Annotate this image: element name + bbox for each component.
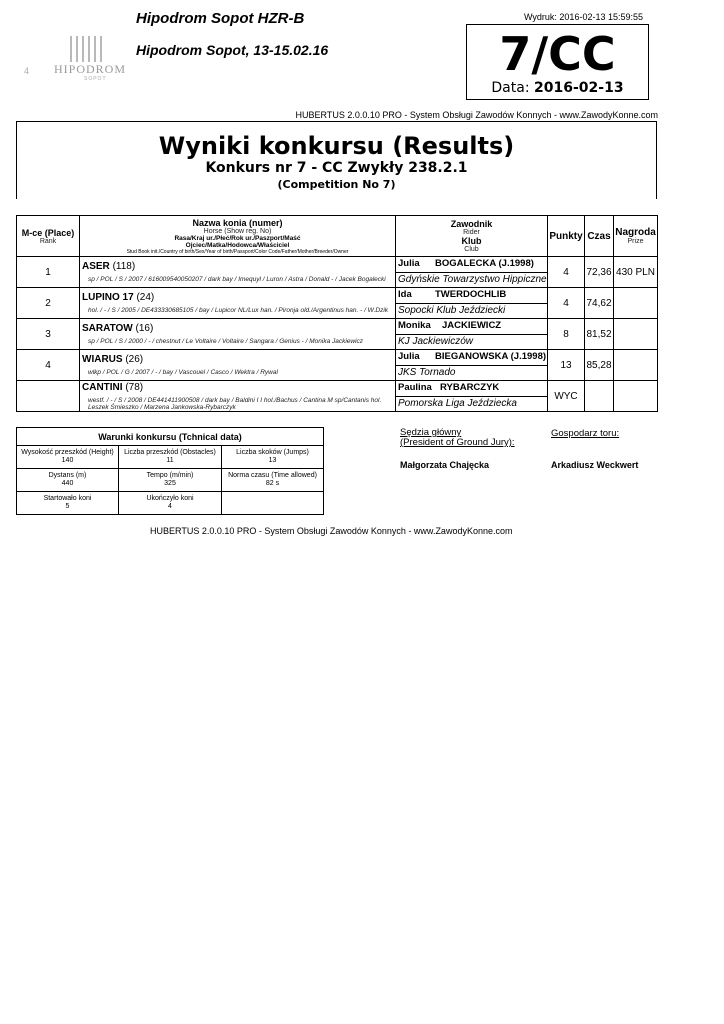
prize-cell [614, 381, 658, 412]
horse-cell [80, 257, 396, 288]
results-title: Wyniki konkursu (Results) [158, 132, 515, 160]
rider-first-name: Ida [398, 289, 412, 300]
time-cell: 72,36 [585, 257, 614, 288]
finished-cell: Ukończyło koni 4 [119, 492, 222, 515]
course-designer-name: Arkadiusz Weckwert [551, 460, 639, 470]
col-rider-club: Zawodnik Rider Klub Club [396, 216, 548, 257]
horse-number: (24) [136, 292, 155, 303]
col-horse: Nazwa konia (numer) Horse (Show reg. No) Rasa/Kraj ur./Płeć/Rok ur./Paszport/Maść Ojciec/Matka/Hodowca/Właściciel Stud Book init./Country of birth/Sex/Year of birth/Passport/Color Code/Father/Mother/Breeder/Owner [80, 216, 396, 257]
rider-club-cell [396, 381, 548, 412]
date-value: 2016-02-13 [534, 80, 624, 96]
horse-details: hol. / - / S / 2005 / DE433330685105 / bay / Lupicor NL/Lux han. / Pironja old./Argentinus han. - / W.Dzik [88, 307, 389, 314]
prize-cell [614, 288, 658, 319]
rider-club-cell [396, 319, 548, 350]
rider-last-name: TWERDOCHLIB [435, 289, 507, 300]
event-title: Hipodrom Sopot HZR-B [136, 10, 305, 27]
place-cell: 4 [17, 350, 80, 381]
logo-columns-icon [70, 36, 102, 62]
jury-president-name: Małgorzata Chajęcka [400, 460, 490, 470]
col-place: M-ce (Place) Rank [17, 216, 80, 257]
started-cell: Startowało koni 5 [17, 492, 119, 515]
horse-details: sp / POL / S / 2000 / - / chestnut / Le Voltaire / Voltaire / Sangara / Genius - / Monika Jackiewicz [88, 338, 364, 345]
logo-mark: 4 [24, 66, 30, 76]
horse-details: wlkp / POL / G / 2007 / - / bay / Vascouel / Casco / Wektra / Rywal [88, 369, 278, 376]
points-cell: WYC [548, 381, 585, 412]
rider-club-cell [396, 257, 548, 288]
time-cell: 85,28 [585, 350, 614, 381]
rider-last-name: BOGALECKA (J.1998) [435, 258, 534, 269]
competition-number: (Competition No 7) [277, 178, 396, 191]
tempo-cell: Tempo (m/min) 325 [119, 469, 222, 492]
points-cell: 4 [548, 257, 585, 288]
table-row [17, 319, 658, 350]
print-timestamp: Wydruk: 2016-02-13 15:59:55 [524, 12, 643, 22]
prize-cell: 430 PLN [614, 257, 658, 288]
horse-cell [80, 381, 396, 412]
logo-sub: SOPOT [84, 76, 107, 82]
club-name: Sopocki Klub Jeździecki [398, 305, 506, 316]
horse-name: WIARUS [82, 354, 123, 365]
distance-cell: Dystans (m) 440 [17, 469, 119, 492]
club-name: Gdyńskie Towarzystwo Hippiczne [398, 274, 547, 285]
horse-cell [80, 350, 396, 381]
club-name: JKS Tornado [398, 367, 456, 378]
place-cell: 2 [17, 288, 80, 319]
horse-name: LUPINO 17 [82, 292, 134, 303]
jumps-cell: Liczba skoków (Jumps) 13 [222, 446, 324, 469]
points-cell: 13 [548, 350, 585, 381]
time-allowed-cell: Norma czasu (Time allowed) 82 s [222, 469, 324, 492]
date-label: Data: [491, 80, 530, 96]
rider-last-name: JACKIEWICZ [442, 320, 502, 331]
horse-name: SARATOW [82, 323, 133, 334]
place-cell: 1 [17, 257, 80, 288]
place-cell: 3 [17, 319, 80, 350]
table-row [17, 288, 658, 319]
competition-code: 7/CC [499, 27, 616, 81]
place-cell [17, 381, 80, 412]
height-cell: Wysokość przeszkód (Height) 140 [17, 446, 119, 469]
club-name: Pomorska Liga Jeździecka [398, 398, 517, 409]
results-title-box [16, 121, 657, 199]
logo-word: HIPODROM [54, 62, 127, 76]
horse-cell [80, 319, 396, 350]
event-place-dates: Hipodrom Sopot, 13-15.02.16 [136, 42, 329, 58]
time-cell: 74,62 [585, 288, 614, 319]
horse-number: (118) [112, 261, 136, 272]
horse-number: (16) [135, 323, 154, 334]
results-header-row [17, 216, 658, 257]
system-line-top: HUBERTUS 2.0.0.10 PRO - System Obsługi Zawodów Konnych - www.ZawodyKonne.com [295, 110, 658, 120]
results-table [16, 215, 658, 412]
col-points: Punkty [548, 216, 585, 257]
points-cell: 4 [548, 288, 585, 319]
empty-cell [222, 492, 324, 515]
time-cell: 81,52 [585, 319, 614, 350]
horse-cell [80, 288, 396, 319]
technical-data-title: Warunki konkursu (Tchnical data) [17, 428, 324, 446]
competition-code-box [466, 24, 649, 100]
rider-club-cell [396, 288, 548, 319]
prize-cell [614, 319, 658, 350]
table-row [17, 381, 658, 412]
rider-first-name: Paulina [398, 382, 432, 393]
prize-cell [614, 350, 658, 381]
table-row [17, 257, 658, 288]
rider-first-name: Monika [398, 320, 431, 331]
horse-name: CANTINI [82, 381, 123, 393]
horse-details: sp / POL / S / 2007 / 616009540050207 / dark bay / Imequyl / Luron / Astra / Donald - / Jacek Bogalecki [88, 276, 386, 283]
points-cell: 8 [548, 319, 585, 350]
horse-number: (26) [125, 354, 144, 365]
club-name: KJ Jackiewiczów [398, 336, 474, 347]
col-time: Czas [585, 216, 614, 257]
hipodrom-sopot-logo [22, 30, 127, 82]
horse-details: westf. / - / S / 2008 / DE441411900508 / dark bay / Baldini I I hol./Bachus / Cantina M sp/Cantanis hol. Leszek Śmieszko / Marzena Jankowska-Rybarczyk [88, 396, 382, 411]
rider-first-name: Julia [398, 258, 420, 269]
table-row [17, 350, 658, 381]
course-designer-label: Gospodarz toru: [551, 428, 620, 439]
technical-data-table [16, 427, 324, 515]
competition-subtitle: Konkurs nr 7 - CC Zwykły 238.2.1 [205, 160, 468, 176]
time-cell [585, 381, 614, 412]
horse-number: (78) [125, 381, 144, 393]
rider-last-name: RYBARCZYK [440, 382, 500, 393]
rider-last-name: BIEGANOWSKA (J.1998) [435, 351, 547, 362]
system-line-bottom: HUBERTUS 2.0.0.10 PRO - System Obsługi Zawodów Konnych - www.ZawodyKonne.com [150, 526, 513, 536]
jury-president-label: Sędzia główny (President of Ground Jury): [400, 427, 515, 448]
col-prize: Nagroda Prize [614, 216, 658, 257]
rider-first-name: Julia [398, 351, 420, 362]
horse-name: ASER [82, 261, 110, 272]
competition-date [467, 80, 648, 96]
rider-club-cell [396, 350, 548, 381]
obstacles-cell: Liczba przeszkód (Obstacles) 11 [119, 446, 222, 469]
